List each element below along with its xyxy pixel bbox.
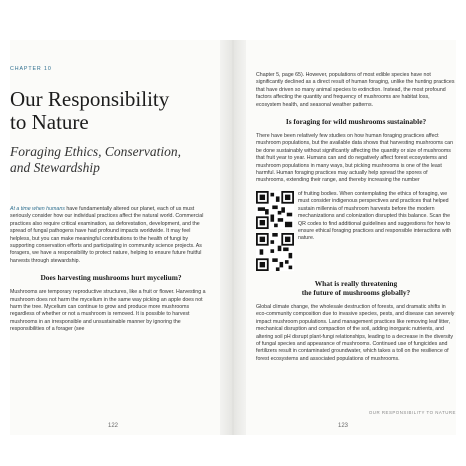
body-paragraph: Global climate change, the wholesale destruction of forests, and dramatic shifts in eco-community composition due to invasive species, pests, and disease can severely impact mushroom populations. Land management practices like removing leaf litter, mechanical disruption and compaction of the soil, adding inorganic nutrients, and altering soil pH disrupt plant-fungi relationships, leading to a decrease in the diversity of fungal species and appearance of mushrooms. Continued use of fungicides and fertilizers result in contaminated groundwater, which takes a toll on the resilience of forest ecosystems and associated populations of mushrooms. xyxy=(256,303,455,362)
chapter-label: CHAPTER 10 xyxy=(10,66,52,72)
body-paragraph: There have been relatively few studies on how human foraging practices affect mushroom populations, but the available data shows that harvesting mushrooms can be done sustainably without significantly affecting the quantity or size of mushrooms that fruit year to year. Humans can and do negatively affect forest ecosystems and mushroom populations in many ways, but picking mushrooms is one of the least harmful. Human foraging practices may actually help spread the spores of mushrooms, extending their range, and thereby increasing the number xyxy=(256,133,453,184)
running-head: OUR RESPONSIBILITY TO NATURE xyxy=(368,410,456,415)
section-heading: Does harvesting mushrooms hurt mycelium? xyxy=(40,273,182,283)
right-page xyxy=(246,40,456,435)
intro-paragraph: At a time when humans have fundamentally altered our planet, each of us must seriously consider how our individual practices affect the natural world. Commercial practices also require critical examination, as deforestation, development, and the spread of fungal pathogens have had profound impacts worldwide. It may feel helpless, but you can make meaningful contributions to the health of fungi by supporting conservation efforts and participating in community science projects. As foragers, we have a responsibility to protect nature, helping to ensure future fruitful harvests through stewardship. xyxy=(10,206,204,264)
qr-block xyxy=(256,191,456,271)
body-paragraph: Mushrooms are temporary reproductive structures, like a fruit or flower. Harvesting a mushroom does not harm the mycelium in the same way picking an apple does not harm the tree. Mycelium can continue to grow and produce more mushrooms regardless of whether or not a mushroom is removed. It is possible to harvest mushrooms in an irresponsible and unsustainable manner by ignoring the responsibilities of a forager (see xyxy=(10,289,206,333)
book-gutter xyxy=(220,40,246,435)
chapter-subtitle: Foraging Ethics, Conservation, and Stewardship xyxy=(10,144,181,175)
intro-lead: At a time when humans xyxy=(10,206,65,212)
qr-side-text xyxy=(298,191,456,271)
chapter-title: Our Responsibility to Nature xyxy=(10,87,170,134)
qr-code-icon[interactable] xyxy=(256,233,294,271)
section-heading: What is really threatening the future of mushrooms globally? xyxy=(301,278,411,297)
body-paragraph: Chapter 5, page 65). However, populations of most edible species have not significantly declined as a direct result of human foraging, unlike the hunting practices that have driven so many animal species to extinction. Instead, the most profound factors affecting the quantity and frequency of mushrooms are habitat loss, ecosystem health, and seasonal weather patterns. xyxy=(256,72,455,108)
page-number: 122 xyxy=(108,423,119,429)
left-page xyxy=(10,40,220,435)
page-number: 123 xyxy=(338,423,349,429)
qr-column xyxy=(256,191,294,271)
section-heading: Is foraging for wild mushrooms sustainable? xyxy=(285,117,427,127)
qr-code-icon[interactable] xyxy=(256,191,294,229)
body-paragraph: of fruiting bodies. When contemplating the ethics of foraging, we must consider indigenous perspectives and practices that helped sustain millennia of mushroom harvests before the modern mechanizations and colonization disrupted this balance. Scan the QR codes to find additional guidelines and suggestions for how to ensure ethical foraging practices and responsible interactions with nature. xyxy=(298,190,452,242)
